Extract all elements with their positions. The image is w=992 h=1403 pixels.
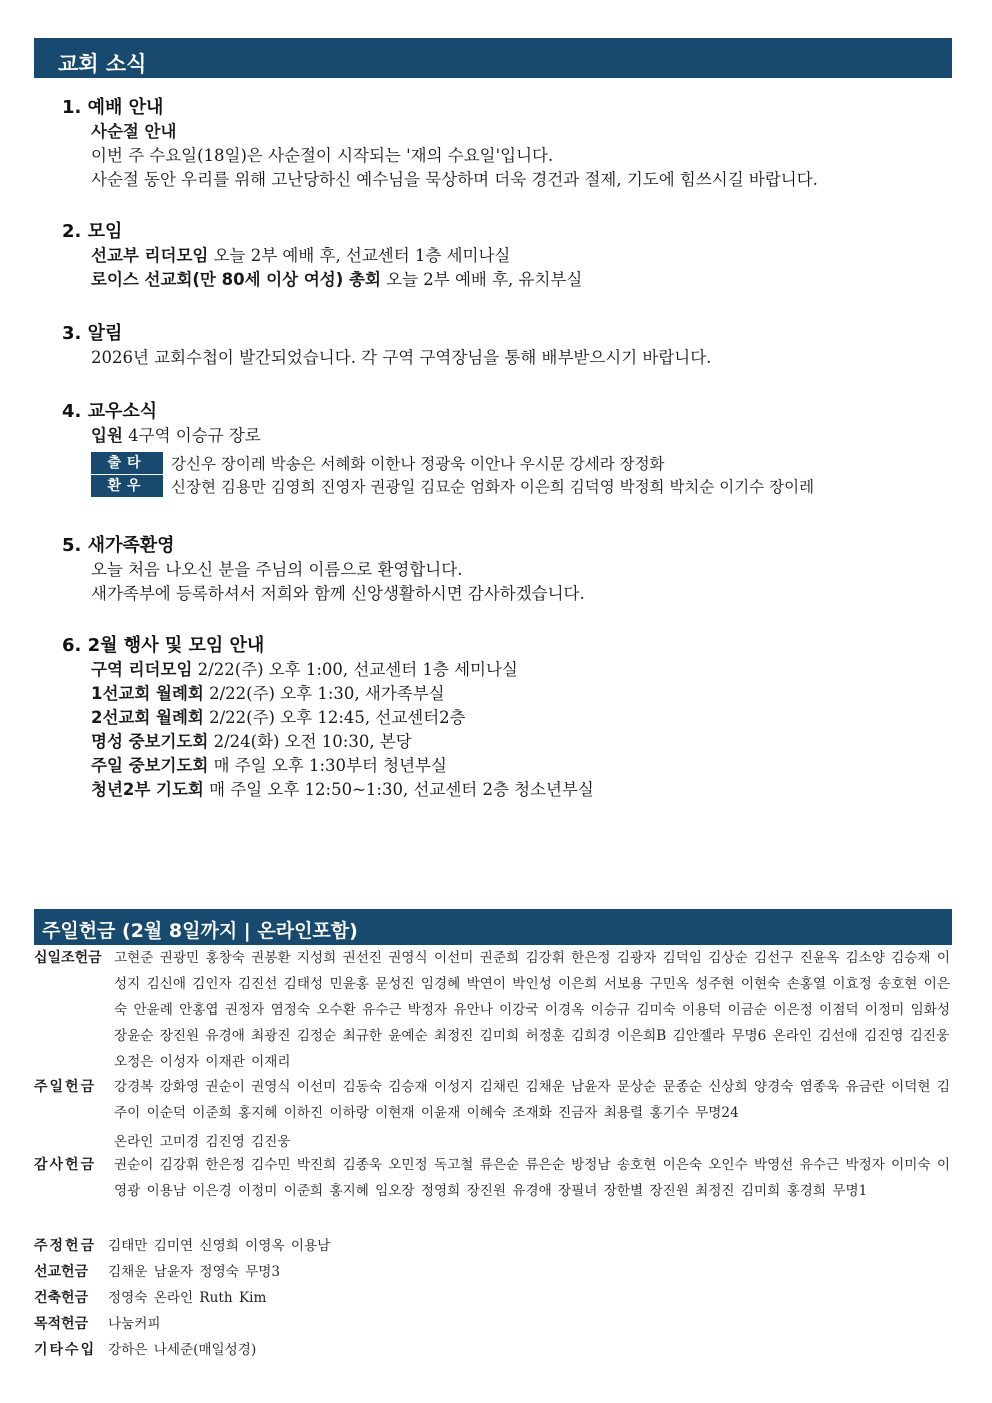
offering-row-other bbox=[34, 1337, 952, 1363]
event-detail: 2/22(주) 오후 1:00, 선교센터 1층 세미나실 bbox=[192, 660, 518, 679]
offering-names: 김태만 김미연 신영희 이영옥 이용남 bbox=[108, 1238, 331, 1254]
church-news-banner bbox=[34, 38, 952, 78]
section-heading: 4. 교우소식 bbox=[62, 401, 158, 422]
event-detail: 매 주일 오후 1:30부터 청년부실 bbox=[208, 756, 447, 775]
travel-out-label: 출타 bbox=[91, 452, 163, 474]
travel-out-names: 강신우 장이레 박송은 서혜화 이한나 정광욱 이안나 우시문 강세라 장정화 bbox=[171, 454, 665, 473]
offering-row-purpose bbox=[34, 1311, 952, 1337]
member-news-section bbox=[62, 400, 952, 497]
event-detail: 2/22(주) 오후 12:45, 선교센터2층 bbox=[203, 708, 466, 727]
patients-names: 신장현 김용만 김영희 진영자 권광일 김묘순 엄화자 이은희 김덕영 박정희 박치순 이기수 장이레 bbox=[171, 477, 815, 496]
offering-category: 주정헌금 bbox=[34, 1238, 97, 1254]
offering-names-extra: 온라인 고미경 김진영 김진웅 bbox=[114, 1134, 291, 1150]
patients-row bbox=[91, 474, 952, 497]
meeting-detail: 오늘 2부 예배 후, 유치부실 bbox=[380, 270, 583, 289]
lent-subheading: 사순절 안내 bbox=[91, 122, 177, 141]
section-heading: 1. 예배 안내 bbox=[62, 97, 164, 118]
offering-category: 감사헌금 bbox=[34, 1157, 97, 1173]
offering-title: 주일헌금 (2월 8일까지 | 온라인포함) bbox=[42, 920, 358, 942]
offering-names: 고현준 권광민 홍창숙 권봉환 지성희 권선진 권영식 이선미 권준희 김강휘 한은정 김광자 김덕임 김상순 김선구 진윤옥 김소양 김승재 이성지 김신애 김인자 김진선 김태성 민윤홍 문성진 임경혜 박연이 박인성 이은희 서보용 구민옥 성주현 이현숙 손홍열 이효정 송호현 이은숙 안윤례 안홍엽 권정자 염정숙 오수환 유수근 박정자 유안나 이강국 이경옥 이승규 김미숙 이용덕 이금순 이은정 이점덕 이정미 임화성 장윤순 장진원 유경애 최광진 김정순 최규한 윤예순 최정진 김미희 허정훈 김희경 이은희B 김안젤라 무명6 온라인 김선애 김진영 김진웅 오정은 이성자 이재관 이재리 bbox=[114, 950, 951, 1070]
event-item bbox=[91, 730, 952, 754]
offering-row-thanks bbox=[34, 1152, 952, 1204]
event-label: 1선교회 월례회 bbox=[91, 684, 204, 703]
offering-category: 기타수입 bbox=[34, 1342, 97, 1358]
meeting-section bbox=[62, 220, 952, 292]
section-heading: 2. 모임 bbox=[62, 221, 123, 242]
event-item bbox=[91, 706, 952, 730]
patients-label: 환우 bbox=[91, 475, 163, 497]
admission-detail: 4구역 이승규 장로 bbox=[122, 426, 261, 445]
offering-row-tithe bbox=[34, 945, 952, 1075]
offering-banner bbox=[34, 909, 952, 945]
offering-names: 김채운 남윤자 정영숙 무명3 bbox=[108, 1264, 281, 1280]
notice-line: 2026년 교회수첩이 발간되었습니다. 각 구역 구역장님을 통해 배부받으시기 바랍니다. bbox=[91, 348, 712, 367]
notice-section bbox=[62, 322, 952, 370]
offering-category: 주일헌금 bbox=[34, 1079, 97, 1095]
admission-label: 입원 bbox=[91, 426, 123, 445]
offering-names: 정영숙 온라인 Ruth Kim bbox=[108, 1290, 267, 1306]
worship-section bbox=[62, 96, 952, 192]
offering-category: 목적헌금 bbox=[34, 1316, 89, 1332]
meeting-item bbox=[91, 244, 952, 268]
offering-row-building bbox=[34, 1285, 952, 1311]
admission-line bbox=[91, 424, 952, 448]
event-item bbox=[91, 682, 952, 706]
event-item bbox=[91, 658, 952, 682]
welcome-line: 오늘 처음 나오신 분을 주님의 이름으로 환영합니다. bbox=[91, 560, 463, 579]
new-family-section bbox=[62, 534, 952, 606]
offering-row-regular bbox=[34, 1233, 952, 1259]
offering-row-mission bbox=[34, 1259, 952, 1285]
meeting-label: 로이스 선교회(만 80세 이상 여성) 총회 bbox=[91, 270, 381, 289]
church-news-title: 교회 소식 bbox=[58, 52, 147, 76]
travel-out-row bbox=[91, 451, 952, 474]
event-label: 명성 중보기도회 bbox=[91, 732, 209, 751]
event-detail: 매 주일 오후 12:50~1:30, 선교센터 2층 청소년부실 bbox=[203, 780, 594, 799]
section-heading: 3. 알림 bbox=[62, 323, 123, 344]
welcome-line: 새가족부에 등록하셔서 저희와 함께 신앙생활하시면 감사하겠습니다. bbox=[91, 584, 585, 603]
offering-category: 건축헌금 bbox=[34, 1290, 89, 1306]
section-heading: 5. 새가족환영 bbox=[62, 535, 175, 556]
lent-line: 이번 주 수요일(18일)은 사순절이 시작되는 '재의 수요일'입니다. bbox=[91, 146, 554, 165]
lent-line: 사순절 동안 우리를 위해 고난당하신 예수님을 묵상하며 더욱 경건과 절제, 기도에 힘쓰시길 바랍니다. bbox=[91, 170, 818, 189]
offering-names: 강하은 나세준(매일성경) bbox=[108, 1342, 257, 1358]
offering-names-group bbox=[114, 1074, 952, 1155]
section-heading: 6. 2월 행사 및 모임 안내 bbox=[62, 635, 265, 656]
event-item bbox=[91, 778, 952, 802]
event-detail: 2/22(주) 오후 1:30, 새가족부실 bbox=[203, 684, 445, 703]
meeting-label: 선교부 리더모임 bbox=[91, 246, 209, 265]
offering-names: 강경복 강화영 권순이 권영식 이선미 김동숙 김승재 이성지 김채린 김채운 남윤자 문상순 문종순 신상희 양경숙 염종욱 유금란 이덕현 김주이 이순덕 이준희 홍지혜 이하진 이하랑 이현재 이윤재 이혜숙 조재화 진금자 최용렬 홍기수 무명24 bbox=[114, 1079, 951, 1121]
offering-category: 선교헌금 bbox=[34, 1264, 89, 1280]
offering-names: 나눔커피 bbox=[108, 1316, 161, 1332]
meeting-detail: 오늘 2부 예배 후, 선교센터 1층 세미나실 bbox=[208, 246, 511, 265]
event-detail: 2/24(화) 오전 10:30, 본당 bbox=[208, 732, 412, 751]
offering-names: 권순이 김강휘 한은정 김수민 박진희 김종욱 오민정 독고철 류은순 류은순 방정남 송호현 이은숙 오인수 박영선 유수근 박정자 이미숙 이영광 이용남 이은경 이정미 이준희 홍지혜 임오장 정영희 장진원 유경애 장필녀 장한별 장진원 최정진 김미희 홍경희 무명1 bbox=[114, 1157, 951, 1199]
event-label: 2선교회 월례회 bbox=[91, 708, 204, 727]
event-label: 청년2부 기도회 bbox=[91, 780, 204, 799]
event-item bbox=[91, 754, 952, 778]
event-label: 주일 중보기도회 bbox=[91, 756, 209, 775]
meeting-item bbox=[91, 268, 952, 292]
offering-category: 십일조헌금 bbox=[34, 950, 102, 966]
events-section bbox=[62, 634, 952, 802]
event-label: 구역 리더모임 bbox=[91, 660, 193, 679]
offering-row-sunday bbox=[34, 1074, 952, 1155]
